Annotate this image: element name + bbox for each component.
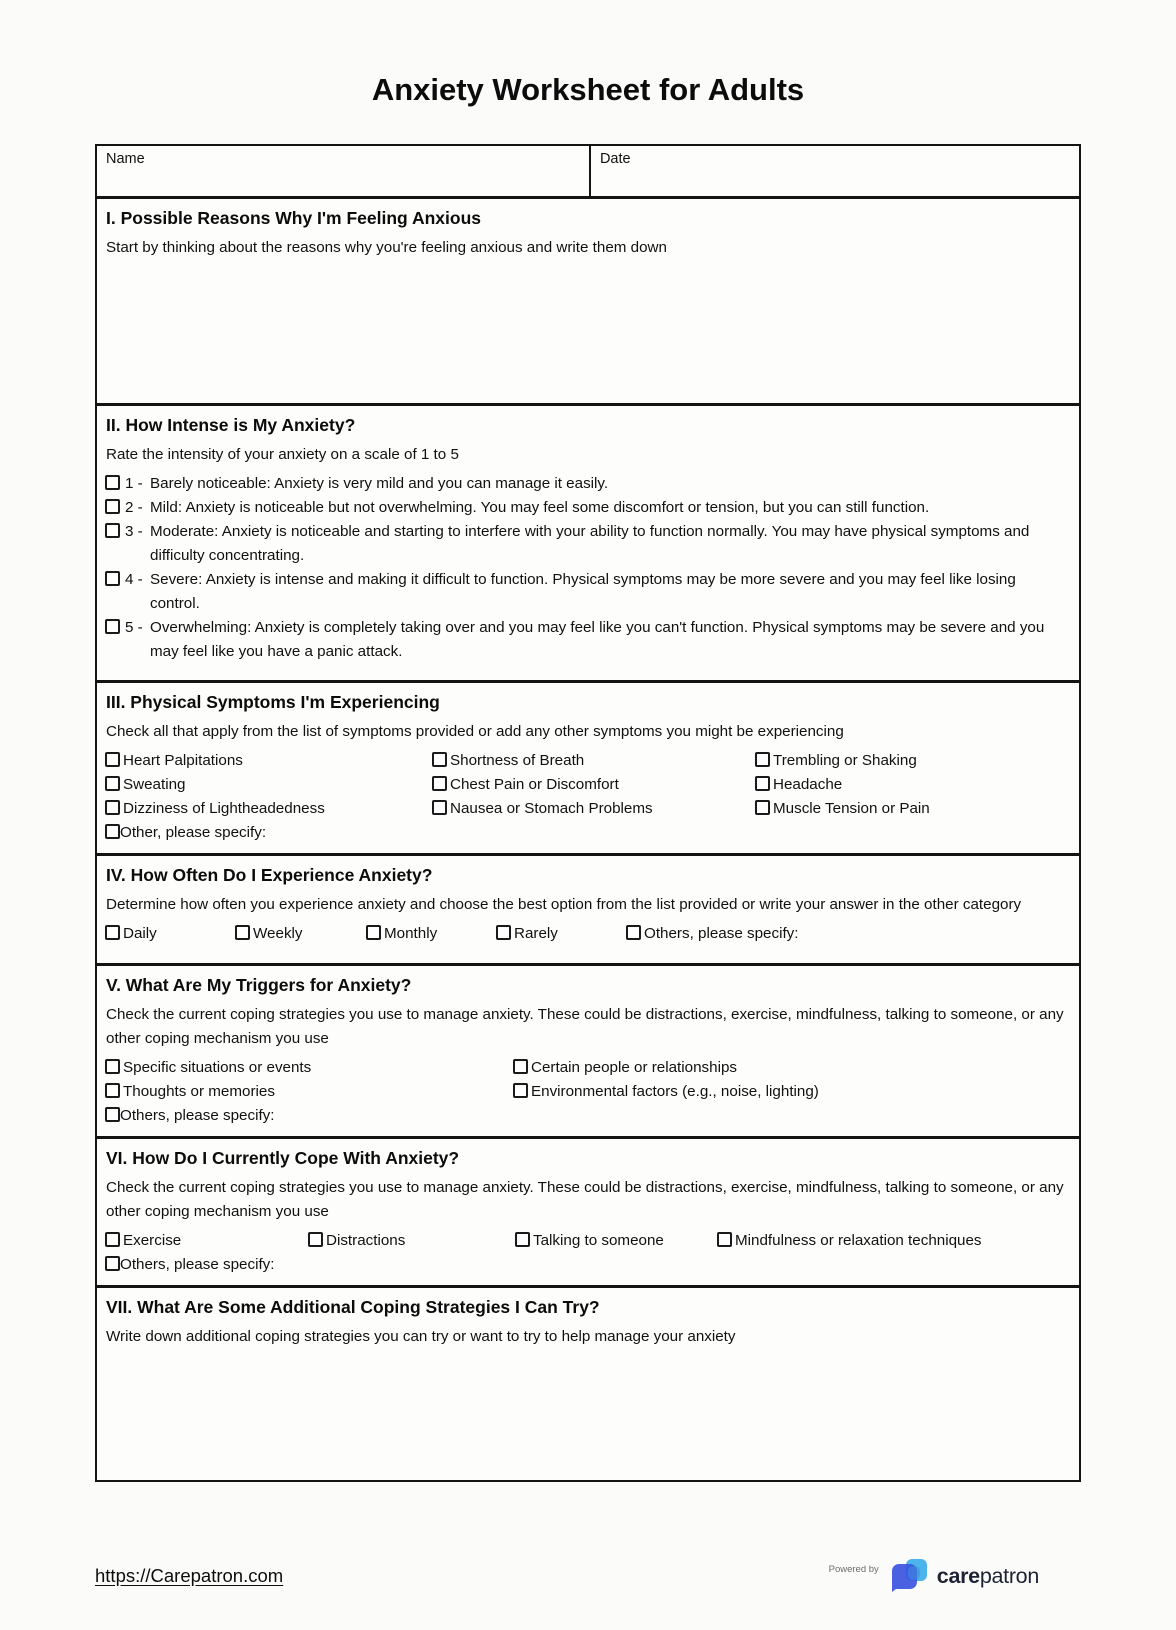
checkbox-intensity-4[interactable] <box>105 571 120 586</box>
section-symptoms <box>97 683 1079 856</box>
frequency-option <box>496 922 626 946</box>
name-field[interactable] <box>97 146 591 196</box>
checkbox-symptom-dizziness[interactable] <box>105 800 120 815</box>
carepatron-wordmark: carepatron <box>936 1563 1039 1588</box>
trigger-other-specify-input[interactable] <box>274 1104 1069 1126</box>
section-intensity-heading: II. How Intense is My Anxiety? <box>106 415 356 435</box>
symptom-other-label: Other, please specify: <box>120 824 267 841</box>
coping-other-specify-input[interactable] <box>274 1253 1069 1275</box>
checkbox-trigger-environmental[interactable] <box>513 1083 528 1098</box>
intensity-1-number: 1 - <box>125 475 143 492</box>
section-triggers <box>97 966 1079 1139</box>
section-coping-heading: VI. How Do I Currently Cope With Anxiety? <box>106 1148 460 1168</box>
checkbox-trigger-thoughts[interactable] <box>105 1083 120 1098</box>
checkbox-symptom-chest-pain[interactable] <box>432 776 447 791</box>
frequency-option-other <box>626 922 1069 946</box>
symptom-other-specify-input[interactable] <box>266 821 1069 843</box>
page-title: Anxiety Worksheet for Adults <box>371 72 805 107</box>
coping-other-row <box>105 1253 1069 1277</box>
intensity-4-label: Severe: Anxiety is intense and making it difficult to function. Physical symptoms may be more severe and you may feel like losing control. <box>150 571 1016 612</box>
frequency-options <box>105 922 1069 946</box>
intensity-5-number: 5 - <box>125 619 143 636</box>
symptom-option <box>105 797 432 821</box>
section-symptoms-heading: III. Physical Symptoms I'm Experiencing <box>106 692 440 712</box>
powered-by-block <box>829 1558 1081 1594</box>
coping-option <box>308 1229 515 1253</box>
coping-options <box>105 1229 1069 1253</box>
intensity-1-label: Barely noticeable: Anxiety is very mild and you can manage it easily. <box>150 475 609 492</box>
checkbox-frequency-other[interactable] <box>626 925 641 940</box>
checkbox-trigger-situations[interactable] <box>105 1059 120 1074</box>
symptoms-other-row <box>105 821 1069 845</box>
coping-other-label: Others, please specify: <box>120 1256 275 1273</box>
checkbox-symptom-heart-palpitations[interactable] <box>105 752 120 767</box>
symptom-label: Nausea or Stomach Problems <box>450 800 653 817</box>
checkbox-trigger-people[interactable] <box>513 1059 528 1074</box>
section-frequency <box>97 856 1079 966</box>
coping-label: Distractions <box>326 1232 406 1249</box>
symptom-option <box>755 749 1069 773</box>
intensity-5-label: Overwhelming: Anxiety is completely taking over and you may feel like you can't function. Physical symptoms may be severe and you may feel like you have a panic attack. <box>150 619 1045 660</box>
frequency-other-label: Others, please specify: <box>644 925 799 942</box>
coping-option <box>515 1229 717 1253</box>
checkbox-intensity-5[interactable] <box>105 619 120 634</box>
checkbox-frequency-monthly[interactable] <box>366 925 381 940</box>
intensity-2-label: Mild: Anxiety is noticeable but not overwhelming. You may feel some discomfort or tension, but you can still function. <box>150 499 930 516</box>
checkbox-intensity-3[interactable] <box>105 523 120 538</box>
section-intensity-description: Rate the intensity of your anxiety on a scale of 1 to 5 <box>106 446 459 463</box>
section-frequency-description: Determine how often you experience anxiety and choose the best option from the list provided or write your answer in the other category <box>106 896 1022 913</box>
coping-option <box>717 1229 1069 1253</box>
trigger-other-label: Others, please specify: <box>120 1107 275 1124</box>
checkbox-coping-talking[interactable] <box>515 1232 530 1247</box>
intensity-4-number: 4 - <box>125 571 143 588</box>
trigger-label: Environmental factors (e.g., noise, lighting) <box>531 1083 819 1100</box>
reasons-notes-area[interactable] <box>104 265 1069 395</box>
frequency-label: Weekly <box>253 925 303 942</box>
checkbox-symptom-trembling-or-shaking[interactable] <box>755 752 770 767</box>
section-coping <box>97 1139 1079 1288</box>
checkbox-symptom-sweating[interactable] <box>105 776 120 791</box>
symptom-label: Headache <box>773 776 843 793</box>
checkbox-symptom-muscle-tension[interactable] <box>755 800 770 815</box>
section-frequency-heading: IV. How Often Do I Experience Anxiety? <box>106 865 433 885</box>
checkbox-coping-exercise[interactable] <box>105 1232 120 1247</box>
checkbox-symptom-shortness-of-breath[interactable] <box>432 752 447 767</box>
symptom-label: Sweating <box>123 776 186 793</box>
name-label: Name <box>106 151 145 167</box>
trigger-label: Thoughts or memories <box>123 1083 275 1100</box>
section-reasons <box>97 199 1079 406</box>
worksheet-form <box>95 144 1081 1482</box>
checkbox-intensity-1[interactable] <box>105 475 120 490</box>
checkbox-frequency-daily[interactable] <box>105 925 120 940</box>
triggers-grid <box>105 1056 1069 1104</box>
trigger-option <box>105 1056 513 1080</box>
coping-label: Exercise <box>123 1232 182 1249</box>
symptom-label: Muscle Tension or Pain <box>773 800 930 817</box>
checkbox-coping-mindfulness[interactable] <box>717 1232 732 1247</box>
section-reasons-heading: I. Possible Reasons Why I'm Feeling Anxious <box>106 208 481 228</box>
checkbox-intensity-2[interactable] <box>105 499 120 514</box>
checkbox-frequency-weekly[interactable] <box>235 925 250 940</box>
powered-by-label: Powered by <box>828 1563 879 1575</box>
symptom-label: Dizziness of Lightheadedness <box>123 800 325 817</box>
symptom-option <box>432 797 755 821</box>
triggers-other-row <box>105 1104 1069 1128</box>
symptoms-grid <box>105 749 1069 821</box>
checkbox-symptom-other[interactable] <box>105 824 120 839</box>
symptom-option <box>432 749 755 773</box>
section-additional-strategies <box>97 1288 1079 1480</box>
frequency-other-specify-input[interactable] <box>798 922 1069 944</box>
checkbox-symptom-nausea[interactable] <box>432 800 447 815</box>
checkbox-coping-distractions[interactable] <box>308 1232 323 1247</box>
checkbox-frequency-rarely[interactable] <box>496 925 511 940</box>
intensity-3-number: 3 - <box>125 523 143 540</box>
intensity-option-2 <box>105 496 1069 520</box>
intensity-option-1 <box>105 472 1069 496</box>
trigger-label: Certain people or relationships <box>531 1059 737 1076</box>
intensity-3-label: Moderate: Anxiety is noticeable and starting to interfere with your ability to function normally. You may have physical symptoms and difficulty concentrating. <box>150 523 1030 564</box>
symptom-option <box>755 797 1069 821</box>
symptom-option <box>755 773 1069 797</box>
symptom-label: Trembling or Shaking <box>773 752 917 769</box>
trigger-option <box>513 1056 1069 1080</box>
trigger-option <box>513 1080 1069 1104</box>
carepatron-link[interactable]: https://Carepatron.com <box>95 1565 284 1586</box>
frequency-option <box>235 922 366 946</box>
date-field[interactable] <box>591 146 1079 196</box>
section-triggers-heading: V. What Are My Triggers for Anxiety? <box>106 975 412 995</box>
date-label: Date <box>599 151 631 167</box>
section-additional-description: Write down additional coping strategies you can try or want to try to help manage your anxiety <box>106 1328 736 1345</box>
section-symptoms-description: Check all that apply from the list of symptoms provided or add any other symptoms you might be experiencing <box>106 723 844 740</box>
trigger-option <box>105 1080 513 1104</box>
section-coping-description: Check the current coping strategies you use to manage anxiety. These could be distractions, exercise, mindfulness, talking to someone, or any other coping mechanism you use <box>106 1179 1064 1220</box>
section-triggers-description: Check the current coping strategies you use to manage anxiety. These could be distractions, exercise, mindfulness, talking to someone, or any other coping mechanism you use <box>106 1006 1064 1047</box>
symptom-option <box>105 773 432 797</box>
intensity-option-3 <box>105 520 1069 568</box>
page-footer <box>95 1558 1081 1594</box>
coping-label: Mindfulness or relaxation techniques <box>735 1232 982 1249</box>
frequency-option <box>105 922 235 946</box>
additional-strategies-notes-area[interactable] <box>104 1354 1069 1472</box>
symptom-label: Shortness of Breath <box>450 752 585 769</box>
checkbox-coping-other[interactable] <box>105 1256 120 1271</box>
symptom-option <box>105 749 432 773</box>
symptom-label: Chest Pain or Discomfort <box>450 776 619 793</box>
section-additional-heading: VII. What Are Some Additional Coping Strategies I Can Try? <box>106 1297 600 1317</box>
frequency-label: Monthly <box>384 925 438 942</box>
coping-label: Talking to someone <box>533 1232 664 1249</box>
section-reasons-description: Start by thinking about the reasons why you're feeling anxious and write them down <box>106 239 667 256</box>
checkbox-trigger-other[interactable] <box>105 1107 120 1122</box>
checkbox-symptom-headache[interactable] <box>755 776 770 791</box>
frequency-label: Daily <box>123 925 157 942</box>
intensity-option-5 <box>105 616 1069 664</box>
frequency-option <box>366 922 496 946</box>
coping-option <box>105 1229 308 1253</box>
name-date-row <box>97 146 1079 199</box>
frequency-label: Rarely <box>514 925 558 942</box>
symptom-option <box>432 773 755 797</box>
intensity-option-4 <box>105 568 1069 616</box>
section-intensity <box>97 406 1079 683</box>
carepatron-logo-icon <box>889 1558 931 1594</box>
intensity-2-number: 2 - <box>125 499 143 516</box>
trigger-label: Specific situations or events <box>123 1059 312 1076</box>
symptom-label: Heart Palpitations <box>123 752 243 769</box>
